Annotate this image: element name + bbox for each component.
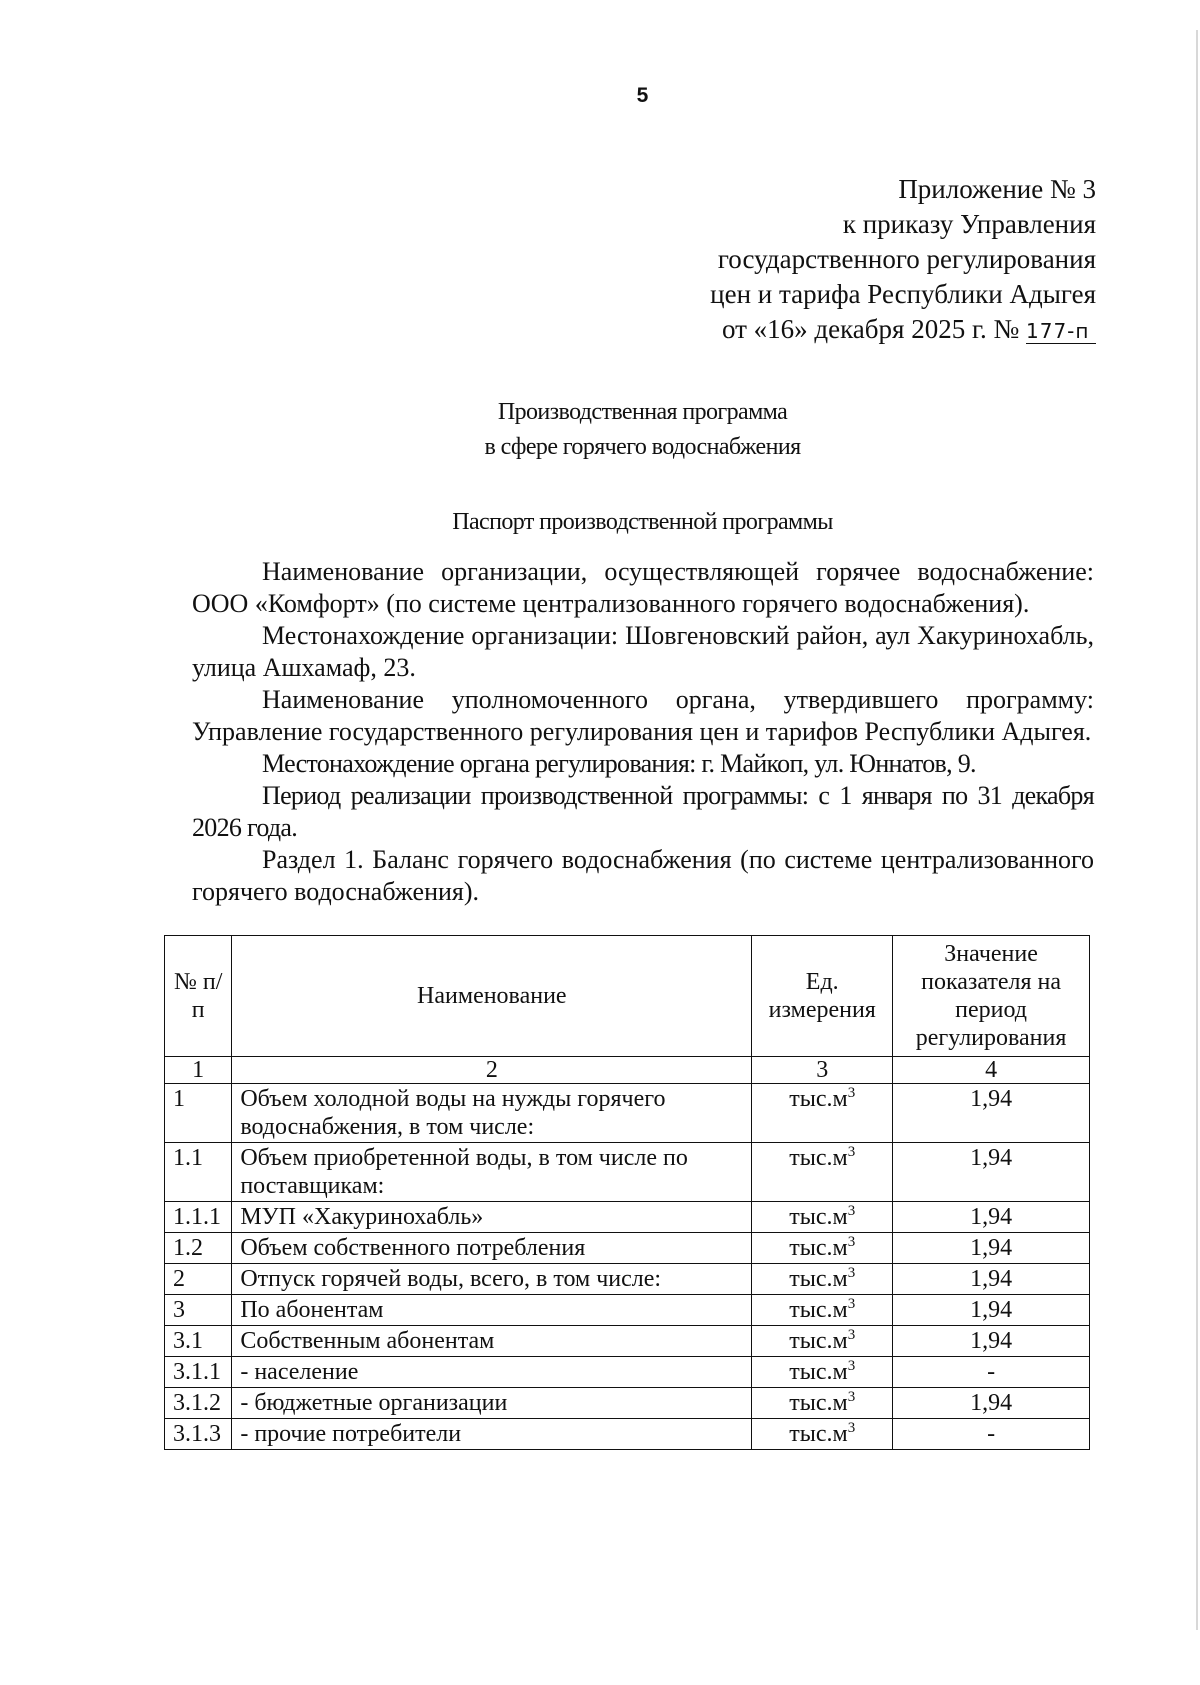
unit-base: тыс.м bbox=[789, 1297, 848, 1323]
column-number: 1 bbox=[165, 1057, 232, 1084]
row-value: 1,94 bbox=[893, 1143, 1090, 1202]
row-value: 1,94 bbox=[893, 1388, 1090, 1419]
table-row bbox=[165, 1264, 1090, 1295]
program-title-line-2: в сфере горячего водоснабжения bbox=[484, 434, 801, 460]
header-name: Наименование bbox=[232, 936, 752, 1057]
page-number: 5 bbox=[636, 84, 649, 107]
appendix-line-3: государственного регулирования bbox=[717, 244, 1096, 274]
row-unit bbox=[752, 1419, 893, 1450]
table-row bbox=[165, 1143, 1090, 1202]
row-value: 1,94 bbox=[893, 1326, 1090, 1357]
unit-base: тыс.м bbox=[789, 1359, 848, 1385]
header-value: Значение показателя на период регулирования bbox=[893, 936, 1090, 1057]
table-row bbox=[165, 1326, 1090, 1357]
unit-exponent: 3 bbox=[847, 1327, 856, 1343]
column-number: 2 bbox=[232, 1057, 752, 1084]
row-value: 1,94 bbox=[893, 1084, 1090, 1143]
org-location-paragraph: Местонахождение организации: Шовгеновский район, аул Хакуринохабль, улица Ашхамаф, 23. bbox=[192, 621, 1094, 682]
unit-exponent: 3 bbox=[847, 1296, 856, 1312]
row-unit bbox=[752, 1295, 893, 1326]
row-number: 3 bbox=[165, 1295, 232, 1326]
row-name: По абонентам bbox=[232, 1295, 752, 1326]
row-unit bbox=[752, 1202, 893, 1233]
appendix-line-1: Приложение № 3 bbox=[898, 174, 1096, 204]
row-value: 1,94 bbox=[893, 1202, 1090, 1233]
row-name: Объем холодной воды на нужды горячего водоснабжения, в том числе: bbox=[232, 1084, 752, 1143]
section-heading: Раздел 1. Баланс горячего водоснабжения (по системе централизованного горячего водоснабжения). bbox=[192, 845, 1094, 906]
row-unit bbox=[752, 1388, 893, 1419]
unit-exponent: 3 bbox=[847, 1144, 856, 1160]
row-unit bbox=[752, 1084, 893, 1143]
table-row bbox=[165, 1295, 1090, 1326]
document-number: 177-п bbox=[1026, 319, 1096, 344]
row-number: 3.1.3 bbox=[165, 1419, 232, 1450]
unit-base: тыс.м bbox=[789, 1204, 848, 1230]
row-name: - прочие потребители bbox=[232, 1419, 752, 1450]
passport-text bbox=[192, 556, 1094, 908]
row-name: Собственным абонентам bbox=[232, 1326, 752, 1357]
appendix-date: от «16» декабря 2025 г. № bbox=[721, 314, 1020, 344]
unit-base: тыс.м bbox=[789, 1390, 848, 1416]
table-row bbox=[165, 1202, 1090, 1233]
unit-base: тыс.м bbox=[789, 1328, 848, 1354]
row-value: - bbox=[893, 1419, 1090, 1450]
table-row bbox=[165, 1357, 1090, 1388]
row-number: 3.1.2 bbox=[165, 1388, 232, 1419]
table-header-row bbox=[165, 936, 1090, 1057]
row-unit bbox=[752, 1264, 893, 1295]
row-number: 2 bbox=[165, 1264, 232, 1295]
period-paragraph: Период реализации производственной программы: с 1 января по 31 декабря 2026 года. bbox=[192, 781, 1094, 842]
table-row bbox=[165, 1084, 1090, 1143]
appendix-line-2: к приказу Управления bbox=[842, 209, 1096, 239]
org-name-paragraph: Наименование организации, осуществляющей горячее водоснабжение: ООО «Комфорт» (по системе централизованного горячего водоснабжения). bbox=[192, 557, 1094, 618]
row-name: Отпуск горячей воды, всего, в том числе: bbox=[232, 1264, 752, 1295]
header-unit: Ед. измерения bbox=[752, 936, 893, 1057]
row-number: 1.2 bbox=[165, 1233, 232, 1264]
row-unit bbox=[752, 1326, 893, 1357]
table-body bbox=[165, 1057, 1090, 1450]
passport-title: Паспорт производственной программы bbox=[452, 509, 833, 535]
unit-exponent: 3 bbox=[847, 1265, 856, 1281]
table-row bbox=[165, 1419, 1090, 1450]
row-name: Объем приобретенной воды, в том числе по поставщикам: bbox=[232, 1143, 752, 1202]
table-row bbox=[165, 1233, 1090, 1264]
authority-name-paragraph: Наименование уполномоченного органа, утвердившего программу: Управление государственного регулирования цен и тарифов Республики Адыгея. bbox=[192, 685, 1094, 746]
row-name: МУП «Хакуринохабль» bbox=[232, 1202, 752, 1233]
balance-table bbox=[164, 935, 1090, 1450]
unit-exponent: 3 bbox=[847, 1203, 856, 1219]
row-name: - население bbox=[232, 1357, 752, 1388]
row-value: 1,94 bbox=[893, 1295, 1090, 1326]
header-num: № п/п bbox=[165, 936, 232, 1057]
appendix-line-4: цен и тарифа Республики Адыгея bbox=[710, 279, 1096, 309]
row-number: 1.1.1 bbox=[165, 1202, 232, 1233]
unit-base: тыс.м bbox=[789, 1421, 848, 1447]
unit-base: тыс.м bbox=[789, 1086, 848, 1112]
appendix-date-line bbox=[710, 312, 1096, 347]
unit-base: тыс.м bbox=[789, 1266, 848, 1292]
authority-location-paragraph: Местонахождение органа регулирования: г. Майкоп, ул. Юннатов, 9. bbox=[262, 749, 976, 778]
unit-exponent: 3 bbox=[847, 1420, 856, 1436]
unit-exponent: 3 bbox=[847, 1389, 856, 1405]
row-name: - бюджетные организации bbox=[232, 1388, 752, 1419]
row-unit bbox=[752, 1233, 893, 1264]
row-number: 3.1 bbox=[165, 1326, 232, 1357]
scan-edge-line bbox=[1196, 30, 1198, 1630]
column-number: 4 bbox=[893, 1057, 1090, 1084]
appendix-block bbox=[710, 172, 1096, 347]
unit-exponent: 3 bbox=[847, 1234, 856, 1250]
row-value: - bbox=[893, 1357, 1090, 1388]
unit-exponent: 3 bbox=[847, 1085, 856, 1101]
table-row bbox=[165, 1388, 1090, 1419]
row-number: 1 bbox=[165, 1084, 232, 1143]
row-name: Объем собственного потребления bbox=[232, 1233, 752, 1264]
row-unit bbox=[752, 1143, 893, 1202]
unit-exponent: 3 bbox=[847, 1358, 856, 1374]
document-titles bbox=[0, 395, 1200, 540]
row-number: 1.1 bbox=[165, 1143, 232, 1202]
row-value: 1,94 bbox=[893, 1264, 1090, 1295]
row-number: 3.1.1 bbox=[165, 1357, 232, 1388]
program-title-line-1: Производственная программа bbox=[497, 399, 788, 425]
row-value: 1,94 bbox=[893, 1233, 1090, 1264]
column-number: 3 bbox=[752, 1057, 893, 1084]
column-number-row bbox=[165, 1057, 1090, 1084]
unit-base: тыс.м bbox=[789, 1235, 848, 1261]
unit-base: тыс.м bbox=[789, 1145, 848, 1171]
row-unit bbox=[752, 1357, 893, 1388]
